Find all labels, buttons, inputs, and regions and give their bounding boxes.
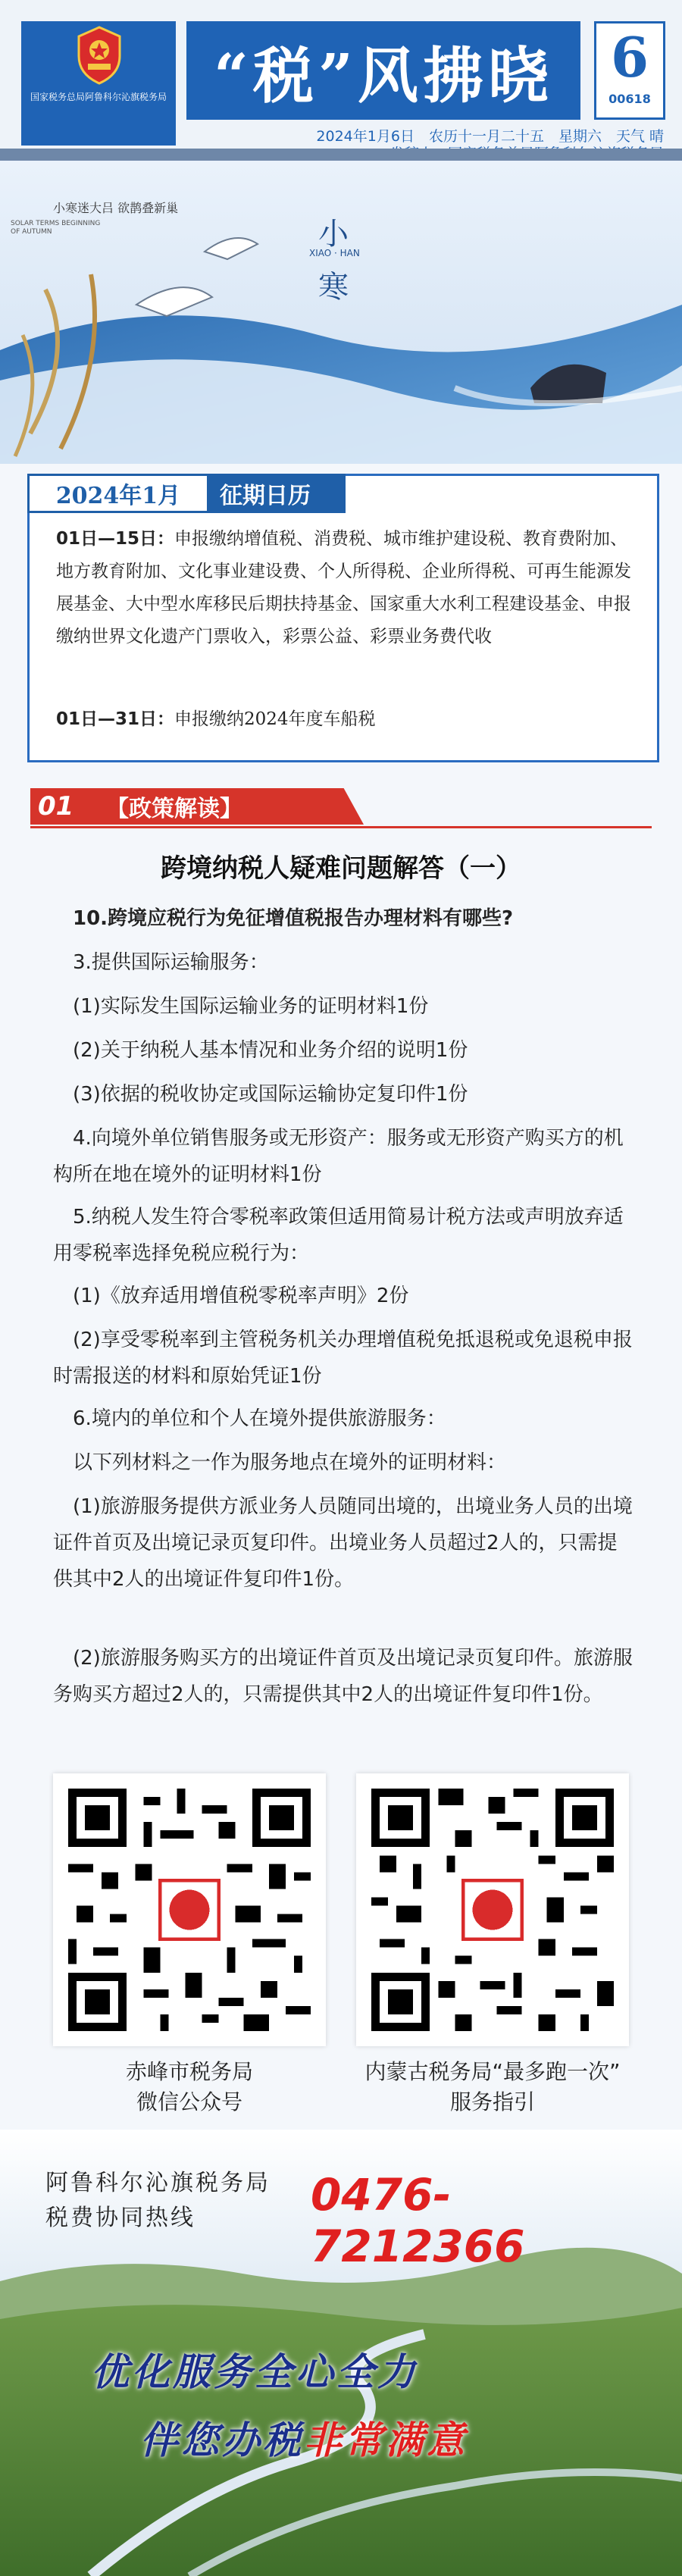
article-question: 10.跨境应税行为免征增值税报告办理材料有哪些? <box>73 907 514 930</box>
calendar-entry-text: 申报缴纳增值税、消费税、城市维护建设税、教育费附加、地方教育附加、文化事业建设费、个人所得税、企业所得税、可再生能源发展基金、大中型水库移民后期扶持基金、国家重大水利工程建设基金、申报缴纳世界文化遗产门票收入，彩票公益、彩票业务费代收 <box>56 529 631 646</box>
section-divider <box>30 826 652 828</box>
article-paragraph: 3.提供国际运输服务： <box>73 951 269 974</box>
slogan-highlight: 非常满意 <box>304 2418 468 2462</box>
tax-emblem-icon <box>76 26 123 85</box>
article-paragraph: 以下列材料之一作为服务地点在境外的证明材料： <box>73 1451 507 1474</box>
qr-code-image <box>371 1789 614 2031</box>
hotline-org <box>45 2166 303 2236</box>
issue-box <box>594 21 665 120</box>
issue-code: 00618 <box>608 92 651 106</box>
article-paragraph: (3)依据的税收协定或国际运输协定复印件1份 <box>73 1083 468 1106</box>
calendar-entry <box>56 703 632 736</box>
solar-term-banner <box>0 161 682 464</box>
qr-caption-line: 微信公众号 <box>136 2089 242 2114</box>
banner-caption: 小寒迷大吕 欲鹊叠新巢 <box>53 201 179 215</box>
article-paragraph: (2)旅游服务购买方的出境证件首页及出境记录页复印件。旅游服务购买方超过2人的，只需提供其中2人的出境证件复印件1份。 <box>53 1647 633 1706</box>
hotline-org-line: 税费协同热线 <box>45 2205 196 2231</box>
calendar-entry-range: 01日—15日： <box>56 529 175 549</box>
date-line: 2024年1月6日 农历十一月二十五 星期六 天气 晴 <box>316 128 664 145</box>
calendar-entry-text: 申报缴纳2024年度车船税 <box>174 709 376 729</box>
qr-caption <box>341 2057 644 2117</box>
article-paragraph: (2)享受零税率到主管税务机关办理增值税免抵退税或免退税申报时需报送的材料和原始凭证1份 <box>53 1329 633 1388</box>
qr-caption-line: 服务指引 <box>449 2089 535 2114</box>
banner-caption-en: SOLAR TERMS BEGINNING OF AUTUMN <box>11 220 101 236</box>
issue-number: 6 <box>610 25 649 89</box>
qr-code-wechat[interactable] <box>53 1773 326 2046</box>
slogan-line-1: 优化服务全心全力 <box>91 2349 418 2394</box>
article-paragraph: (1)旅游服务提供方派业务人员随同出境的，出境业务人员的出境证件首页及出境记录页复印件。出境业务人员超过2人的，只需提供其中2人的出境证件复印件1份。 <box>53 1495 633 1591</box>
solar-term-pinyin: XIAO · HAN <box>309 248 360 258</box>
calendar-month: 2024年1月 <box>27 474 209 513</box>
tax-bureau-logo <box>21 21 176 146</box>
article-paragraph: 5.纳税人发生符合零税率政策但适用简易计税方法或声明放弃适用零税率选择免税应税行为： <box>53 1206 624 1265</box>
article-title: 跨境纳税人疑难问题解答（一） <box>161 853 521 884</box>
qr-code-service-guide[interactable] <box>356 1773 629 2046</box>
qr-caption-line: 赤峰市税务局 <box>125 2059 253 2084</box>
qr-caption <box>38 2057 341 2117</box>
slogan-prefix: 伴您办税 <box>140 2418 304 2462</box>
publication-title-box <box>186 21 580 120</box>
header-stripe <box>0 149 682 161</box>
article-paragraph: 6.境内的单位和个人在境外提供旅游服务： <box>73 1407 446 1430</box>
article-paragraph: 4.向境外单位销售服务或无形资产：服务或无形资产购买方的机构所在地在境外的证明材料1份 <box>53 1127 624 1186</box>
solar-term-char-1: 小 <box>318 217 349 252</box>
qr-code-image <box>68 1789 311 2031</box>
calendar-entry <box>56 523 632 653</box>
hotline-org-line: 阿鲁科尔沁旗税务局 <box>45 2170 271 2196</box>
article-paragraph: (1)《放弃适用增值税零税率声明》2份 <box>73 1285 409 1307</box>
qr-caption-line: 内蒙古税务局“最多跑一次” <box>364 2059 621 2084</box>
section-number: 01 <box>38 791 74 822</box>
article-paragraph: (1)实际发生国际运输业务的证明材料1份 <box>73 995 429 1018</box>
solar-term-char-2: 寒 <box>318 270 349 305</box>
article-paragraph: (2)关于纳税人基本情况和业务介绍的说明1份 <box>73 1039 468 1062</box>
calendar-title: 征期日历 <box>220 483 311 509</box>
logo-text: 国家税务总局阿鲁科尔沁旗税务局 <box>30 92 167 102</box>
publication-title: “税”风拂晓 <box>213 39 554 111</box>
section-label: 【政策解读】 <box>106 796 242 822</box>
calendar-entry-range: 01日—31日： <box>56 709 175 729</box>
slogan-line-2 <box>140 2410 671 2465</box>
hotline-number[interactable]: 0476-7212366 <box>311 2169 525 2272</box>
